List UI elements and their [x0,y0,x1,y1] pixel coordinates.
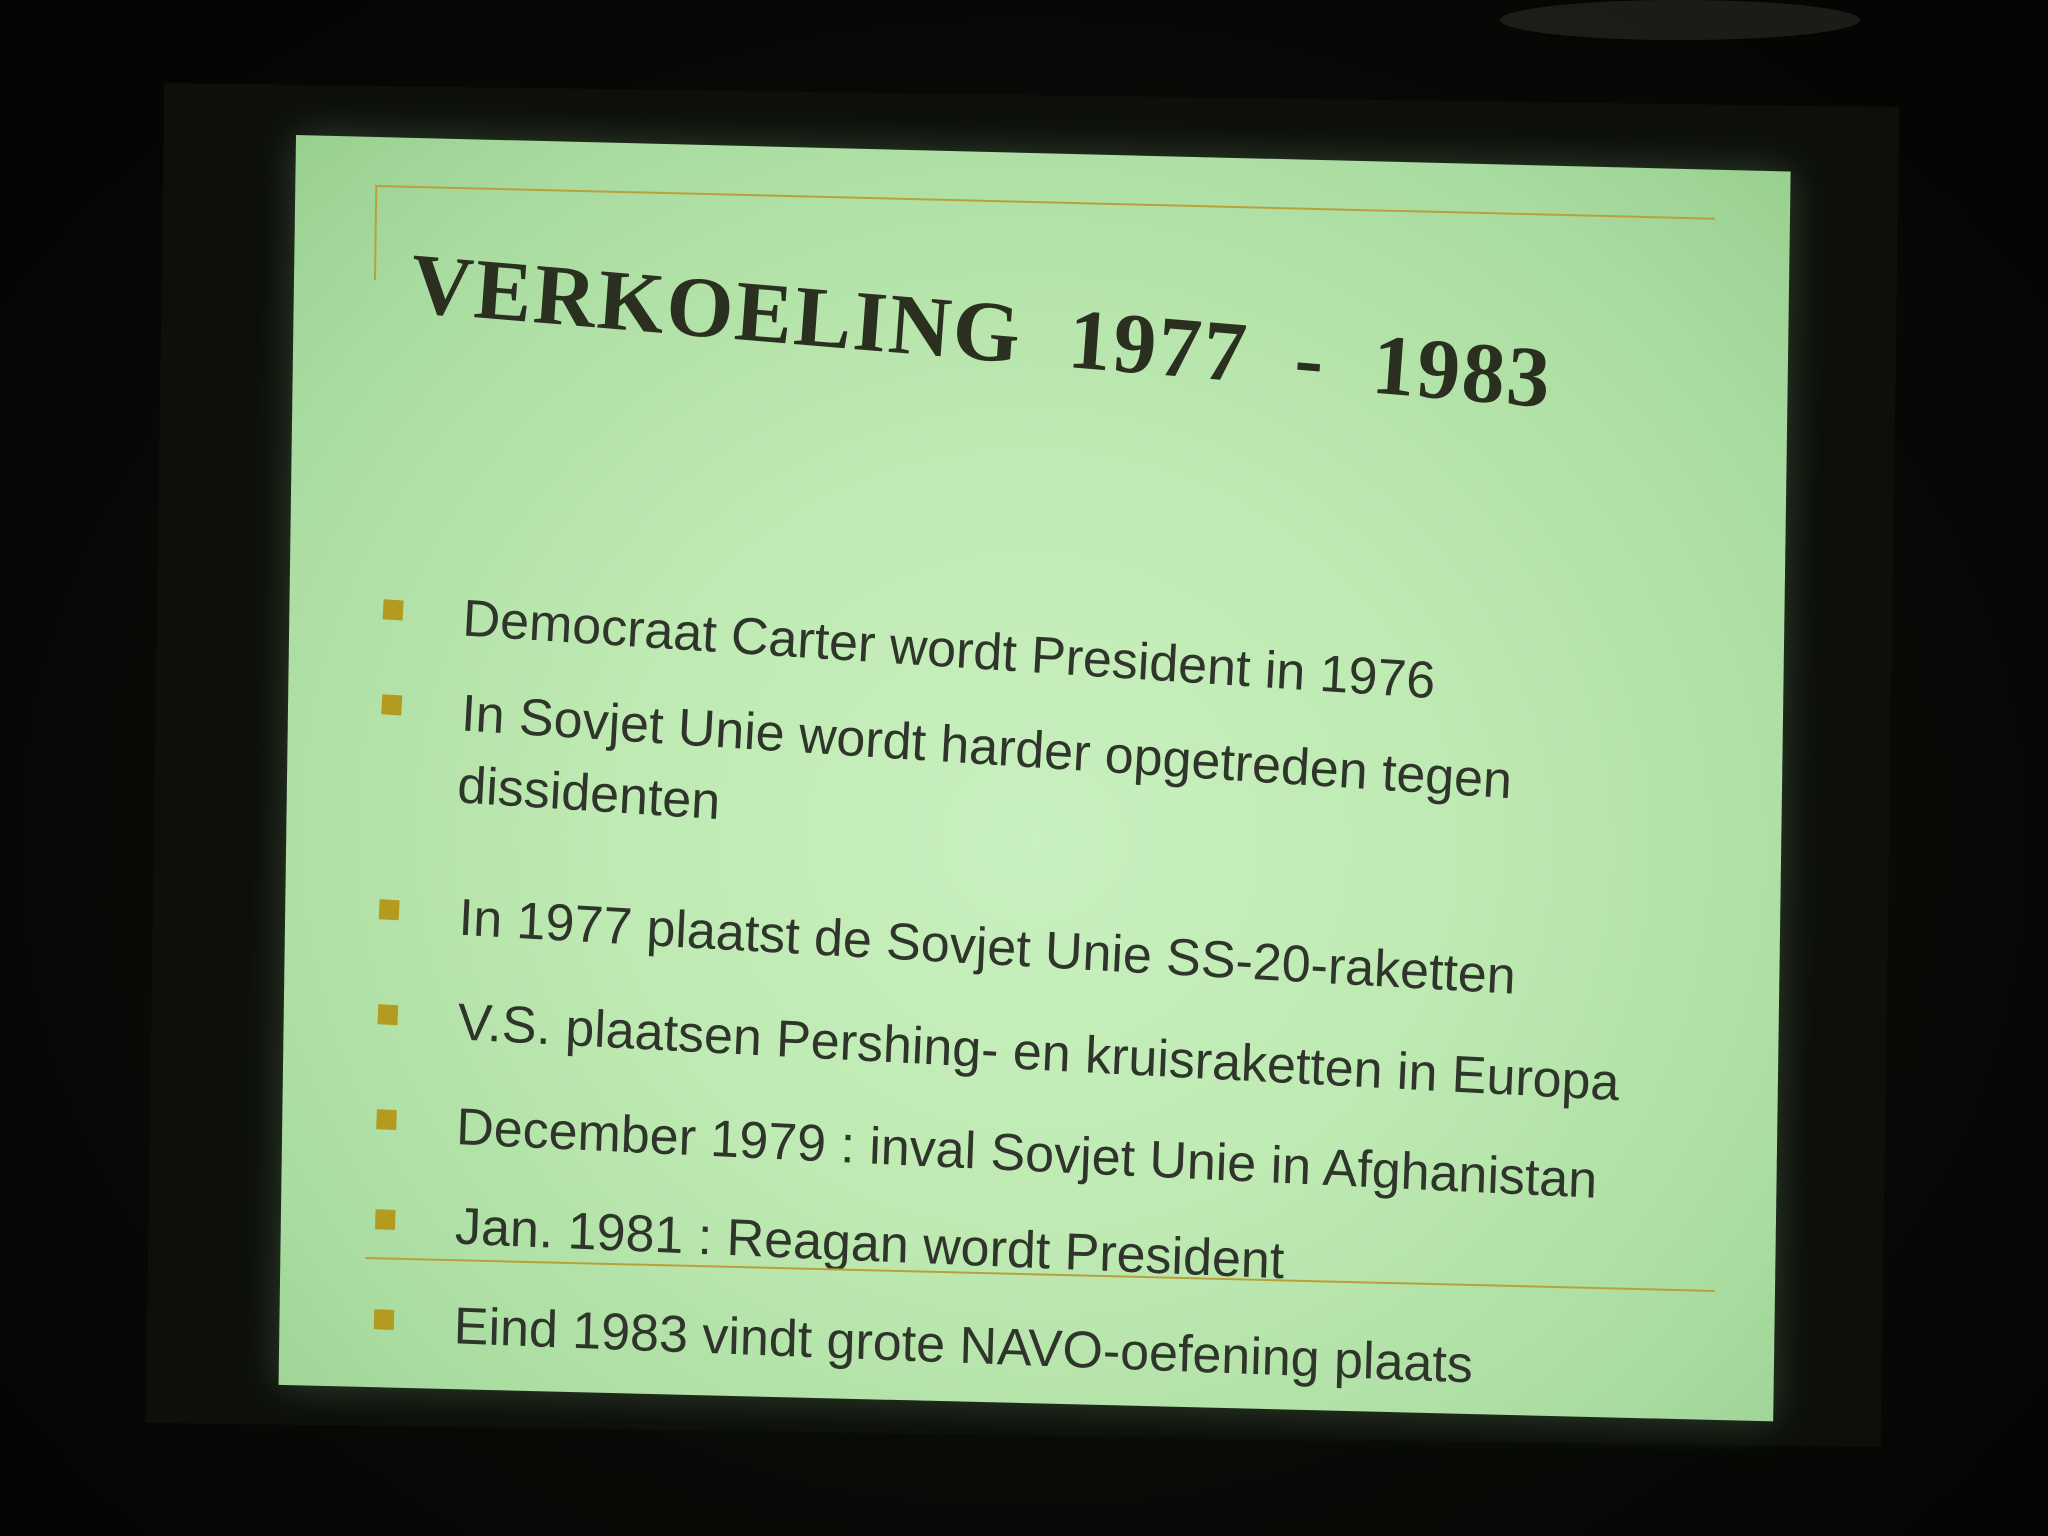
square-bullet-icon [377,1004,398,1025]
bullet-text: In Sovjet Unie wordt harder opgetreden tegen dissidenten [455,684,1514,832]
bullet-text: V.S. plaatsen Pershing- en kruisraketten in Europa [456,993,1621,1113]
bullet-text: Jan. 1981 : Reagan wordt President [454,1197,1286,1291]
bullet-text: December 1979 : inval Sovjet Unie in Afghanistan [455,1097,1599,1210]
square-bullet-icon [374,1309,395,1330]
title-frame-line-top [375,185,1715,220]
square-bullet-icon [381,694,402,715]
projected-slide [279,135,1791,1421]
title-frame-line-left [374,185,377,280]
square-bullet-icon [375,1209,396,1230]
bullet-text: Democraat Carter wordt President in 1976 [461,589,1437,711]
ceiling-fixture [1500,0,1860,40]
bullet-text: Eind 1983 vindt grote NAVO-oefening plaats [453,1297,1474,1395]
slide-title: VERKOELING 1977 - 1983 [407,234,1556,427]
bullet-list [387,437,1707,1395]
square-bullet-icon [376,1109,397,1130]
square-bullet-icon [383,599,404,620]
square-bullet-icon [379,899,400,920]
bullet-text: In 1977 plaatst de Sovjet Unie SS-20-raketten [457,888,1517,1006]
